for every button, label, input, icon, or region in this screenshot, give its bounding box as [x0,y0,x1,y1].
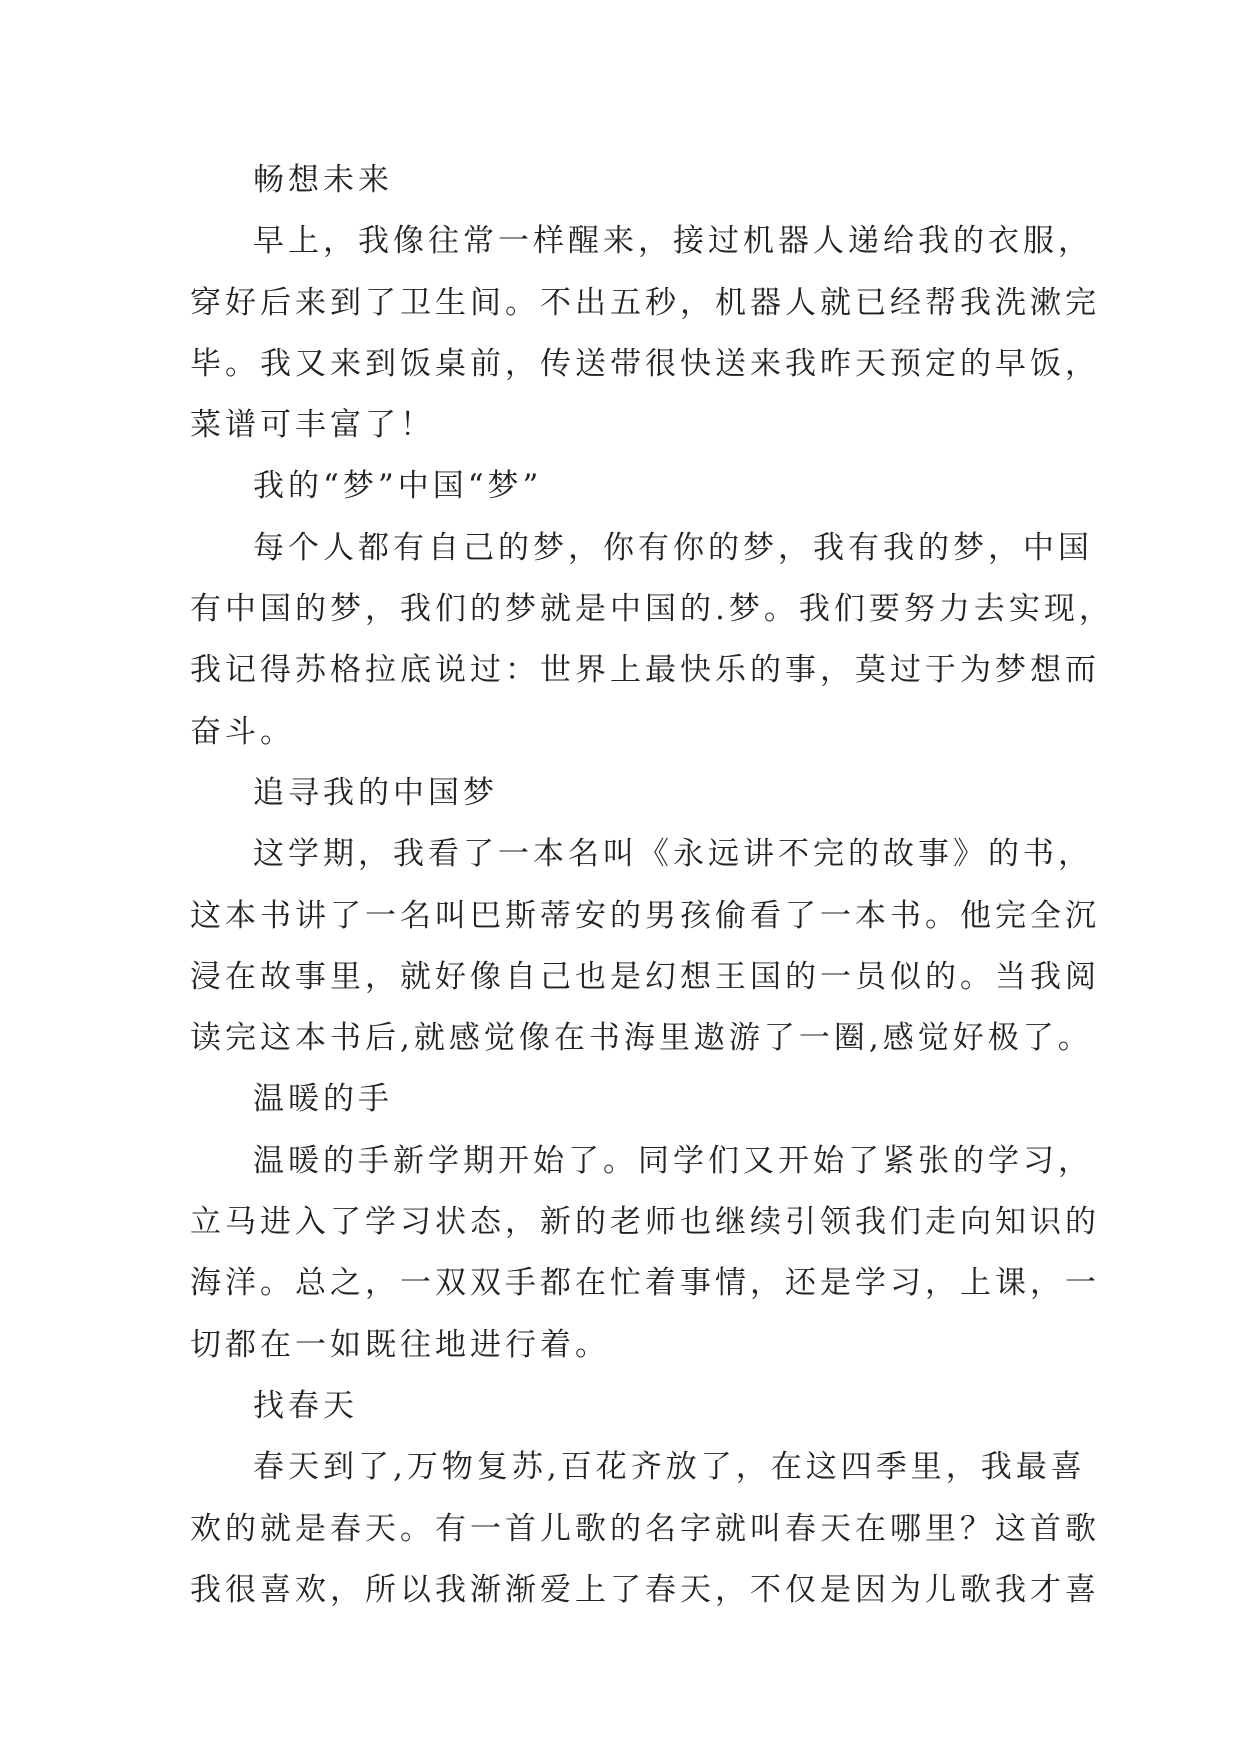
paragraph-line: 有中国的梦，我们的梦就是中国的.梦。我们要努力去实现， [190,591,1114,628]
paragraph-line: 春天到了,万物复苏,百花齐放了，在这四季里，我最喜 [253,1449,1086,1486]
paragraph-line: 立马进入了学习状态，新的老师也继续引领我们走向知识的 [190,1204,1100,1241]
paragraph-line: 菜谱可丰富了！ [190,407,435,444]
paragraph-line: 欢的就是春天。有一首儿歌的名字就叫春天在哪里？这首歌 [190,1510,1100,1547]
section-title-pursue-china-dream: 追寻我的中国梦 [253,774,498,811]
section-title-imagine-future: 畅想未来 [253,162,393,198]
paragraph-line: 我记得苏格拉底说过：世界上最快乐的事，莫过于为梦想而 [190,652,1100,689]
section-title-my-china-dream: 我的“梦”中国“梦” [253,468,543,505]
paragraph-line: 浸在故事里，就好像自己也是幻想王国的一员似的。当我阅 [190,958,1100,995]
paragraph-line: 穿好后来到了卫生间。不出五秒，机器人就已经帮我洗漱完 [190,284,1100,321]
paragraph-line: 奋斗。 [190,713,295,750]
paragraph-line: 读完这本书后,就感觉像在书海里遨游了一圈,感觉好极了。 [190,1020,1093,1057]
paragraph-line: 切都在一如既往地进行着。 [190,1326,610,1363]
document-body [190,150,1114,1621]
paragraph-line: 早上，我像往常一样醒来，接过机器人递给我的衣服， [253,223,1093,260]
paragraph-line: 每个人都有自己的梦，你有你的梦，我有我的梦，中国 [253,529,1093,566]
paragraph-line: 我很喜欢，所以我渐渐爱上了春天，不仅是因为儿歌我才喜 [190,1571,1100,1608]
section-title-find-spring: 找春天 [253,1387,358,1424]
paragraph-line: 海洋。总之，一双双手都在忙着事情，还是学习，上课，一 [190,1265,1100,1302]
paragraph-line: 温暖的手新学期开始了。同学们又开始了紧张的学习， [253,1142,1093,1179]
paragraph-line: 这学期，我看了一本名叫《永远讲不完的故事》的书， [253,836,1093,873]
paragraph-line: 这本书讲了一名叫巴斯蒂安的男孩偷看了一本书。他完全沉 [190,897,1100,934]
section-title-warm-hands: 温暖的手 [253,1081,393,1118]
paragraph-line: 毕。我又来到饭桌前，传送带很快送来我昨天预定的早饭， [190,345,1100,382]
